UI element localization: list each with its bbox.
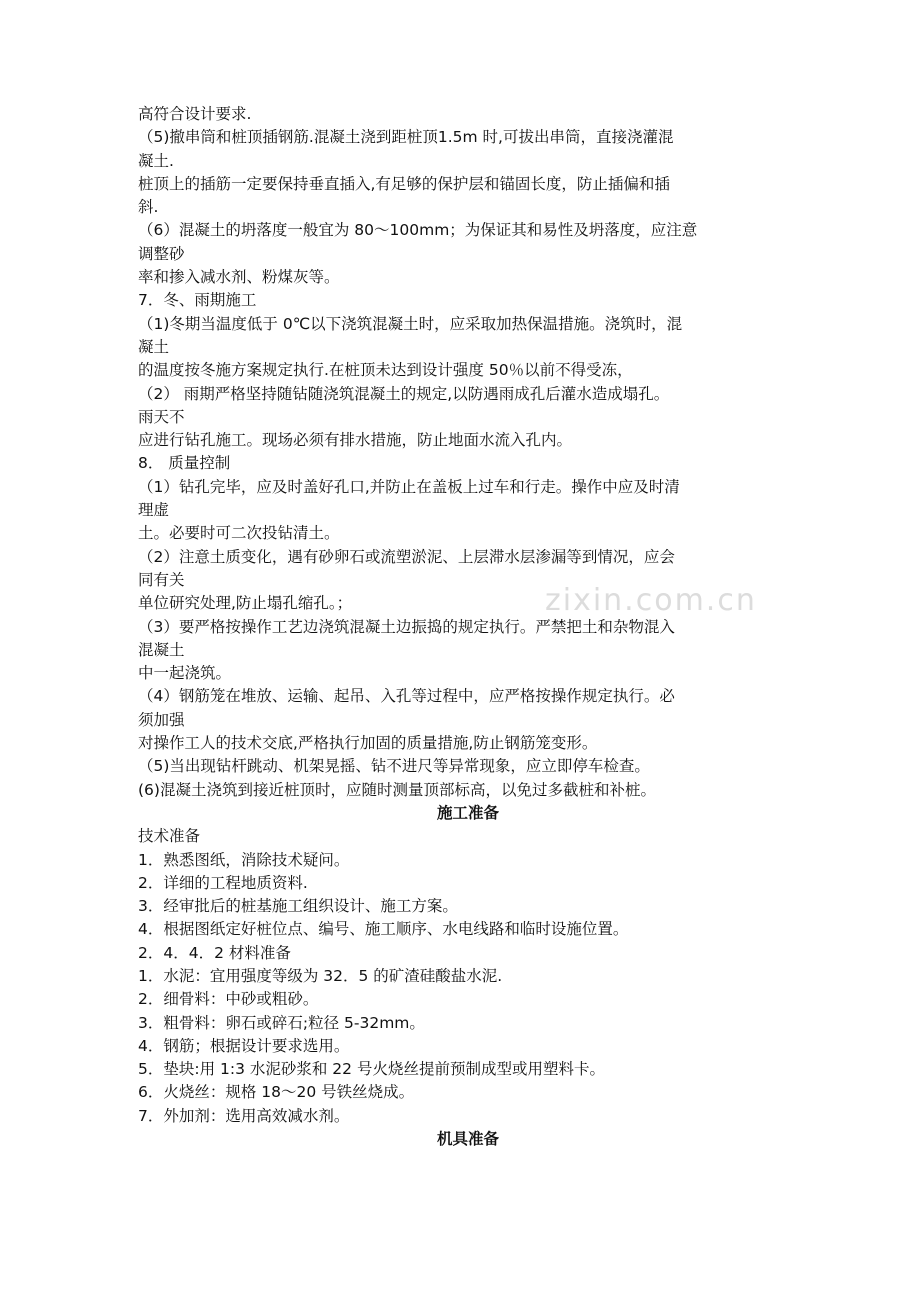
section-preparation-text (138, 825, 788, 1128)
text-line: 混凝土 (138, 640, 185, 659)
text-line: 1．熟悉图纸，消除技术疑问。 (138, 850, 350, 869)
text-line: 率和掺入减水剂、粉煤灰等。 (138, 268, 340, 287)
text-line: 对操作工人的技术交底,严格执行加固的质量措施,防止钢筋笼变形。 (138, 734, 598, 753)
section-heading-equipment-prep: 机具准备 (436, 1130, 499, 1149)
text-line: （6）混凝土的坍落度一般宜为 80～100mm；为保证其和易性及坍落度，应注意 (138, 221, 698, 240)
text-line: （1）钻孔完毕，应及时盖好孔口,并防止在盖板上过车和行走。操作中应及时清 (138, 477, 680, 496)
text-line: 调整砂 (138, 244, 185, 263)
watermark: zixin.com.cn (545, 583, 757, 618)
text-line: 须加强 (138, 710, 185, 729)
text-line: 2．细骨料：中砂或粗砂。 (138, 990, 319, 1009)
text-line: 应进行钻孔施工。现场必须有排水措施，防止地面水流入孔内。 (138, 431, 573, 450)
text-line: 雨天不 (138, 407, 185, 426)
text-line: 斜. (138, 198, 159, 217)
text-line: 桩顶上的插筋一定要保持垂直插入,有足够的保护层和锚固长度，防止插偏和插 (138, 174, 670, 193)
text-line: 凝土. (138, 151, 174, 170)
text-line: 2．详细的工程地质资料. (138, 873, 308, 892)
text-line: 3．经审批后的桩基施工组织设计、施工方案。 (138, 897, 458, 916)
text-line: 3．粗骨料：卵石或碎石;粒径 5-32mm。 (138, 1013, 425, 1032)
text-line: 的温度按冬施方案规定执行.在桩顶未达到设计强度 50％以前不得受冻， (138, 361, 633, 380)
text-line: 高符合设计要求. (138, 105, 252, 123)
text-line: 技术准备 (138, 827, 201, 846)
text-line: 同有关 (138, 570, 185, 589)
text-line: 6．火烧丝：规格 18～20 号铁丝烧成。 (138, 1083, 415, 1102)
text-line: （1)冬期当温度低于 0℃以下浇筑混凝土时，应采取加热保温措施。浇筑时，混 (138, 314, 683, 333)
text-line: （5)当出现钻杆跳动、机架晃摇、钻不进尺等异常现象，应立即停车检查。 (138, 757, 650, 776)
text-line: 土。必要时可二次投钻清土。 (138, 524, 340, 543)
text-line: 7．冬、雨期施工 (138, 291, 257, 310)
text-line: （2）注意土质变化，遇有砂卵石或流塑淤泥、上层滞水层渗漏等到情况，应会 (138, 547, 675, 566)
document-body (138, 103, 788, 1151)
text-line: 单位研究处理,防止塌孔缩孔。； (138, 594, 353, 613)
text-line: （5)撤串筒和桩顶插钢筋.混凝土浇到距桩顶1.5m 时,可拔出串筒，直接浇灌混 (138, 128, 674, 147)
text-line: 4．根据图纸定好桩位点、编号、施工顺序、水电线路和临时设施位置。 (138, 920, 629, 939)
text-line: 5．垫块:用 1:3 水泥砂浆和 22 号火烧丝提前预制成型或用塑料卡。 (138, 1060, 605, 1079)
text-line: 中一起浇筑。 (138, 664, 232, 683)
text-line: （3）要严格按操作工艺边浇筑混凝土边振捣的规定执行。严禁把土和杂物混入 (138, 617, 675, 636)
section-heading-construction-prep: 施工准备 (436, 803, 499, 822)
text-line: （2） 雨期严格坚持随钻随浇筑混凝土的规定,以防遇雨成孔后灌水造成塌孔。 (138, 384, 670, 403)
text-line: (6)混凝土浇筑到接近桩顶时，应随时测量顶部标高，以免过多截桩和补桩。 (138, 780, 656, 799)
text-line: 理虚 (138, 501, 170, 520)
section-quality-control-text (138, 103, 788, 802)
text-line: （4）钢筋笼在堆放、运输、起吊、入孔等过程中，应严格按操作规定执行。必 (138, 687, 675, 706)
text-line: 7．外加剂：选用高效减水剂。 (138, 1106, 350, 1125)
text-line: 凝土 (138, 337, 170, 356)
text-line: 1．水泥：宜用强度等级为 32．5 的矿渣硅酸盐水泥. (138, 966, 503, 985)
text-line: 2．4．4．2 材料准备 (138, 943, 291, 962)
text-line: 8． 质量控制 (138, 454, 231, 473)
text-line: 4．钢筋；根据设计要求选用。 (138, 1036, 350, 1055)
